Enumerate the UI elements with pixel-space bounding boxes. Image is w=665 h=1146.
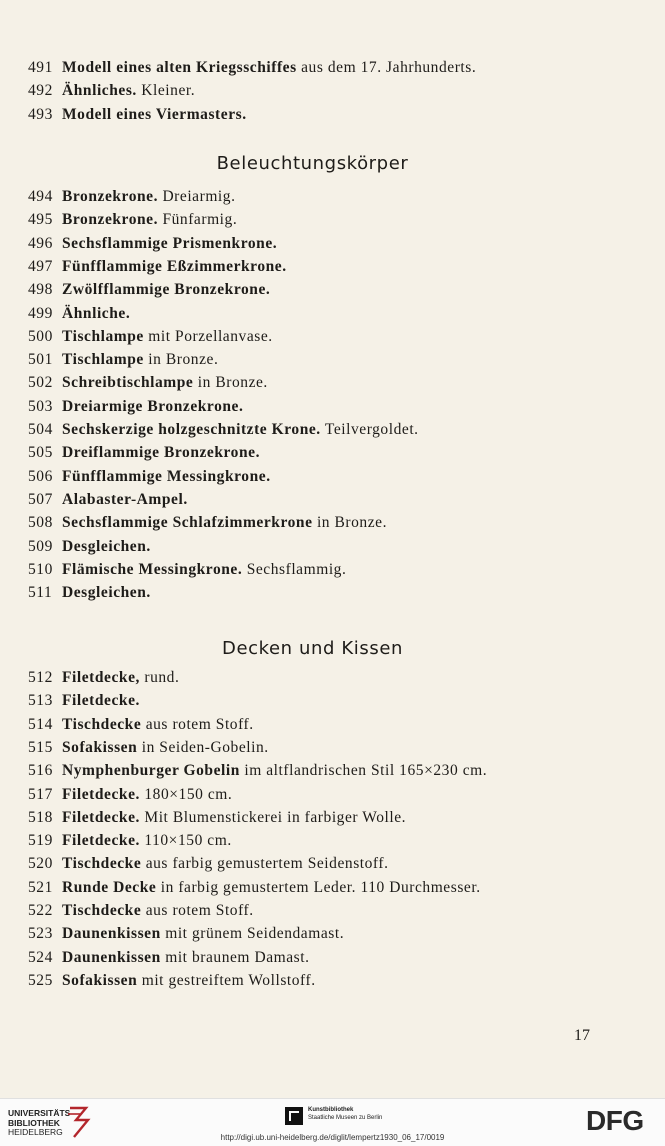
catalog-entry [28,398,243,416]
catalog-entry [28,421,419,439]
entry-title: Ähnliches. [62,82,137,100]
entry-description: in Bronze. [143,351,219,369]
catalog-entry [28,211,237,229]
kb-title: Kunstbibliothek [308,1107,354,1113]
entry-number: 513 [28,692,53,710]
entry-number: 520 [28,855,53,873]
catalog-entry [28,514,387,532]
catalog-entry [28,669,179,687]
entry-description: im altflandrischen Stil 165×230 cm. [239,762,488,780]
catalog-entry [28,444,260,462]
entry-description: aus dem 17. Jahrhunderts. [296,59,477,76]
entry-description: rund. [139,669,180,686]
section-heading: Beleuchtungskörper [216,153,409,174]
entry-description: mit braunem Damast. [160,948,310,966]
entry-title: Sofakissen [62,971,138,989]
entry-title: Tischlampe [62,351,144,369]
entry-number: 518 [28,808,53,826]
catalog-entry [28,832,232,850]
entry-number: 516 [28,762,53,780]
entry-number: 491 [28,59,53,76]
entry-title: Schreibtischlampe [62,374,194,392]
catalog-entry [28,106,247,124]
ub-line-1: UNIVERSITÄTS- [8,1108,74,1118]
entry-description: mit gestreiftem Wollstoff. [137,971,316,989]
catalog-entry [28,59,476,77]
entry-number: 504 [28,421,53,438]
catalog-entry [28,468,271,486]
catalog-entry [28,692,140,710]
entry-number: 495 [28,211,53,229]
entry-number: 524 [28,948,53,966]
entry-title: Zwölfflammige Bronzekrone. [62,281,271,299]
kb-subtitle: Staatliche Museen zu Berlin [308,1115,383,1121]
entry-number: 501 [28,351,53,369]
entry-title: Bronzekrone. [62,188,159,205]
entry-title: Dreiflammige Bronzekrone. [62,444,260,462]
kunstbibliothek-logo-text[interactable] [308,1106,382,1122]
entry-title: Filetdecke, [62,669,140,686]
ub-line-3: HEIDELBERG [8,1127,63,1137]
entry-description: in Seiden-Gobelin. [137,738,269,756]
catalog-entry [28,374,268,392]
entry-number: 499 [28,304,53,322]
entry-description: 180×150 cm. [139,785,233,803]
entry-description: Dreiarmig. [158,188,236,205]
footer-bar [0,1098,665,1146]
entry-description: in Bronze. [312,514,388,532]
entry-title: Ähnliche. [62,304,131,322]
entry-title: Alabaster-Ampel. [62,490,188,508]
entry-number: 522 [28,902,53,919]
entry-number: 502 [28,374,53,392]
catalog-entry [28,762,487,780]
entry-description: Teilvergoldet. [320,421,419,438]
entry-number: 517 [28,785,53,803]
catalog-entry [28,584,151,602]
page-number: 17 [574,1027,590,1044]
entry-number: 496 [28,234,53,252]
catalog-entry [28,281,270,299]
entry-title: Tischlampe [62,327,144,345]
entry-number: 506 [28,467,53,485]
entry-title: Desgleichen. [62,584,151,602]
permalink-url[interactable]: http://digi.ub.uni-heidelberg.de/diglit/lempertz1930_06_17/0019 [220,1133,445,1142]
entry-description: mit grünem Seidendamast. [160,925,345,943]
ub-line-2: BIBLIOTHEK [8,1117,60,1128]
entry-number: 523 [28,925,53,943]
entry-number: 515 [28,738,53,756]
catalog-entry [28,328,273,346]
entry-title: Desgleichen. [62,537,151,555]
section-heading: Decken und Kissen [221,638,404,659]
entry-title: Fünfflammige Messingkrone. [62,467,271,485]
entry-title: Filetdecke. [62,692,140,710]
entry-title: Daunenkissen [62,925,161,943]
entry-number: 503 [28,397,53,415]
entry-description: in farbig gemustertem Leder. 110 Durchmesser. [156,878,481,896]
entry-title: Nymphenburger Gobelin [62,762,240,780]
entry-number: 497 [28,257,53,275]
entry-title: Modell eines alten Kriegsschiffes [62,59,297,76]
entry-number: 512 [28,669,53,686]
catalog-entry [28,305,130,323]
entry-description: aus rotem Stoff. [141,902,254,919]
catalog-entry [28,351,218,369]
catalog-entry [28,949,310,967]
catalog-entry [28,902,254,920]
entry-number: 508 [28,514,53,532]
catalog-entry [28,716,254,734]
entry-description: Mit Blumenstickerei in farbiger Wolle. [139,808,407,826]
entry-title: Tischdecke [62,855,142,873]
entry-title: Sofakissen [62,738,138,756]
entry-description: aus farbig gemustertem Seidenstoff. [141,855,389,873]
entry-title: Sechsflammige Prismenkrone. [62,234,278,252]
entry-number: 505 [28,444,53,462]
entry-title: Daunenkissen [62,948,161,966]
entry-title: Tischdecke [62,902,142,919]
entry-description: aus rotem Stoff. [141,715,254,733]
catalog-entry [28,855,389,873]
catalog-entry [28,82,195,100]
entry-title: Dreiarmige Bronzekrone. [62,397,244,415]
kunstbibliothek-logo-icon[interactable] [285,1107,303,1125]
entry-number: 498 [28,281,53,299]
entry-title: Fünfflammige Eßzimmerkrone. [62,257,287,275]
entry-description: Sechsflammig. [242,560,347,578]
entry-number: 507 [28,490,53,508]
entry-number: 494 [28,188,53,205]
dfg-logo[interactable]: DFG [586,1105,644,1136]
entry-title: Filetdecke. [62,832,140,850]
catalog-entry [28,538,151,556]
entry-number: 492 [28,82,53,100]
entry-number: 500 [28,327,53,345]
entry-number: 509 [28,537,53,555]
entry-description: mit Porzellanvase. [143,327,273,345]
catalog-entry [28,879,481,897]
catalog-entry [28,491,188,509]
entry-number: 521 [28,878,53,896]
entry-title: Modell eines Viermasters. [62,105,247,123]
entry-title: Sechskerzige holzgeschnitzte Krone. [62,421,321,438]
catalog-entry [28,925,344,943]
catalog-entry [28,809,406,827]
catalog-entry [28,786,232,804]
catalog-entry [28,739,269,757]
catalog-entry [28,188,236,206]
entry-title: Flämische Messingkrone. [62,560,243,578]
entry-description: 110×150 cm. [139,832,232,850]
entry-description: Fünfarmig. [158,211,238,229]
catalog-entry [28,235,277,253]
entry-number: 493 [28,105,53,123]
entry-number: 514 [28,715,53,733]
entry-number: 525 [28,971,53,989]
entry-title: Filetdecke. [62,785,140,803]
entry-title: Tischdecke [62,715,142,733]
catalog-entry [28,972,316,990]
entry-number: 519 [28,832,53,850]
catalog-entry [28,258,287,276]
entry-description: Kleiner. [136,82,196,100]
entry-number: 511 [28,584,53,602]
catalog-entry [28,561,346,579]
entry-number: 510 [28,560,53,578]
entry-title: Bronzekrone. [62,211,159,229]
entry-title: Sechsflammige Schlafzimmerkrone [62,514,313,532]
entry-title: Runde Decke [62,878,157,896]
entry-description: in Bronze. [193,374,268,392]
entry-title: Filetdecke. [62,808,140,826]
